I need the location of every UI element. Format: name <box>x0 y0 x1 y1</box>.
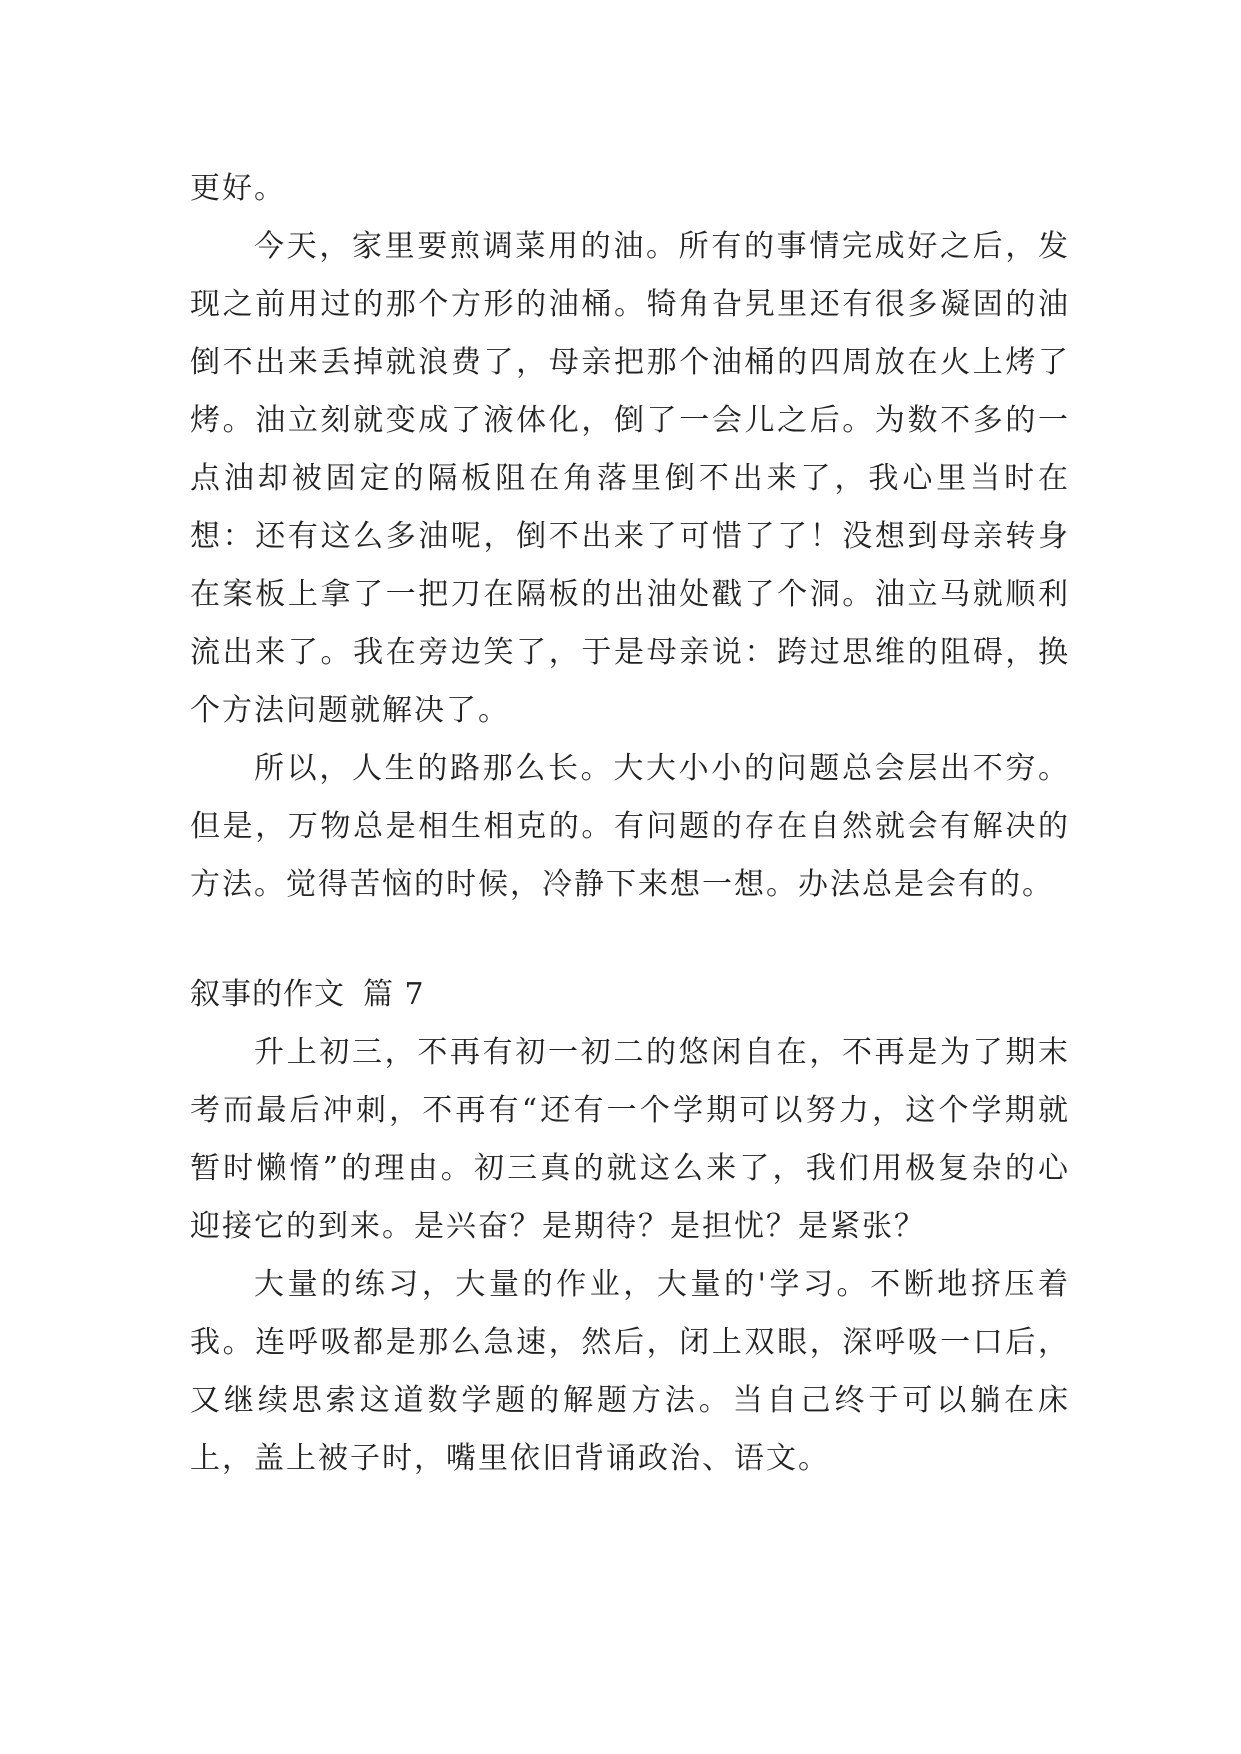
paragraph-grade-three: 升上初三，不再有初一初二的悠闲自在，不再是为了期末考而最后冲刺，不再有“还有一个学期可以努力，这个学期就暂时懒惰”的理由。初三真的就这么来了，我们用极复杂的心迎接它的到来。是兴奋？是期待？是担忧？是紧张？ <box>190 1035 1070 1244</box>
paragraph-conclusion: 所以，人生的路那么长。大大小小的问题总会层出不穷。但是，万物总是相生相克的。有问题的存在自然就会有解决的方法。觉得苦恼的时候，冷静下来想一想。办法总是会有的。 <box>190 751 1070 902</box>
document-page <box>190 160 1070 1488</box>
paragraph-continuation: 更好。 <box>190 171 286 206</box>
section-title: 叙事的作文 <box>190 977 345 1012</box>
section-number: 篇 7 <box>363 977 425 1012</box>
paragraph-oil-story: 今天，家里要煎调菜用的油。所有的事情完成好之后，发现之前用过的那个方形的油桶。犄角旮旯里还有很多凝固的油倒不出来丢掉就浪费了，母亲把那个油桶的四周放在火上烤了烤。油立刻就变成了液体化，倒了一会儿之后。为数不多的一点油却被固定的隔板阻在角落里倒不出来了，我心里当时在想：还有这么多油呢，倒不出来了可惜了了！没想到母亲转身在案板上拿了一把刀在隔板的出油处戳了个洞。油立马就顺利流出来了。我在旁边笑了，于是母亲说：跨过思维的阻碍，换个方法问题就解决了。 <box>190 229 1070 728</box>
section-heading <box>190 966 1070 1024</box>
paragraph-study-pressure: 大量的练习，大量的作业，大量的'学习。不断地挤压着我。连呼吸都是那么急速，然后，闭上双眼，深呼吸一口后，又继续思索这道数学题的解题方法。当自己终于可以躺在床上，盖上被子时，嘴里依旧背诵政治、语文。 <box>190 1267 1070 1476</box>
